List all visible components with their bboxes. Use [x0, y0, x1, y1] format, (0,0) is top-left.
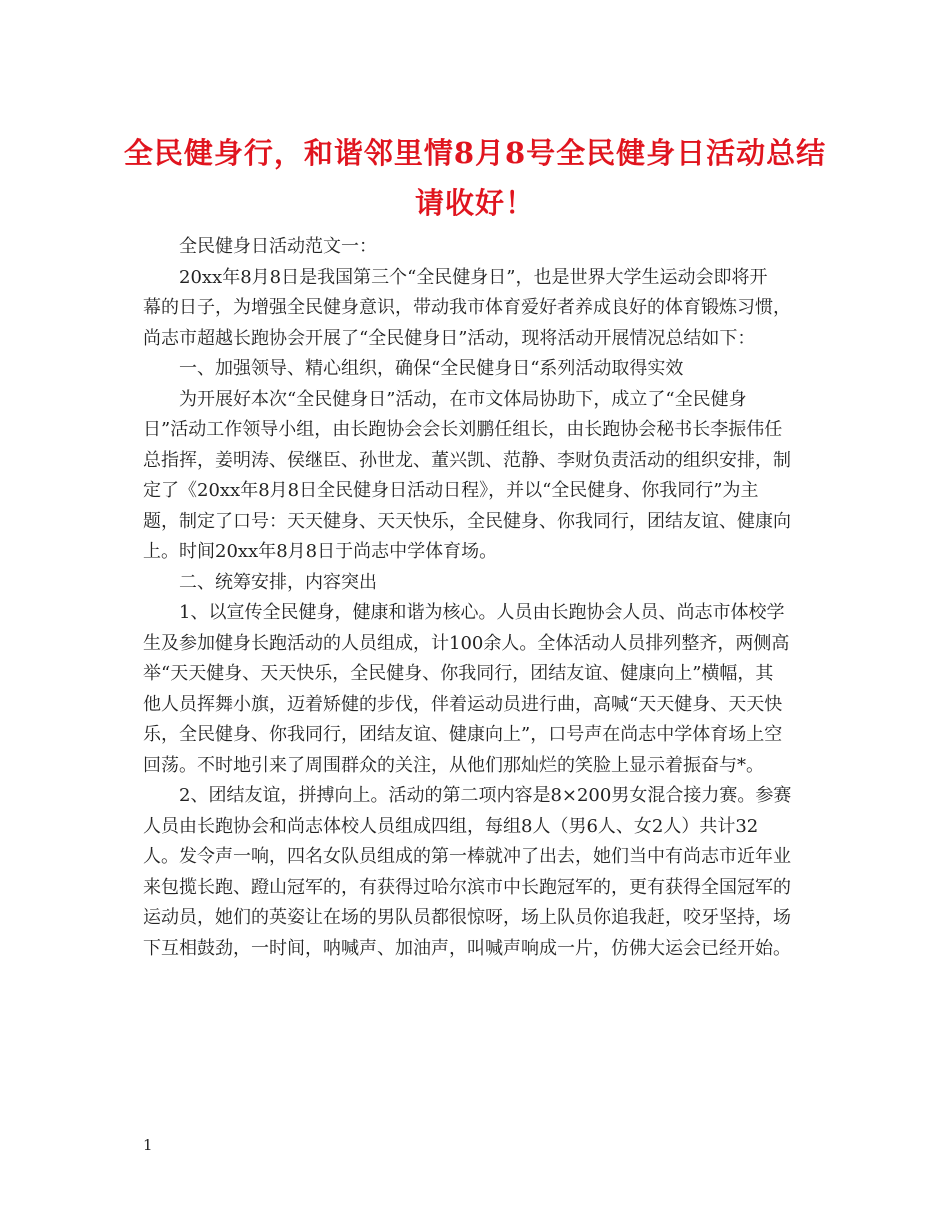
paragraph-line: 生及参加健身长跑活动的人员组成，计100余人。全体活动人员排列整齐，两侧高 — [143, 632, 790, 654]
title-line: 请收好！ — [414, 186, 535, 220]
paragraph-line: 一、加强领导、精心组织，确保“全民健身日“系列活动取得实效 — [179, 358, 684, 379]
paragraph-line: 日”活动工作领导小组，由长跑协会会长刘鹏任组长，由长跑协会秘书长李振伟任 — [143, 419, 783, 440]
paragraph-line: 人。发令声一响，四名女队员组成的第一棒就冲了出去，她们当中有尚志市近年业 — [143, 846, 791, 867]
document-body — [143, 232, 813, 964]
paragraph-line: 下互相鼓劲，一时间，呐喊声、加油声，叫喊声响成一片，仿佛大运会已经开始。 — [143, 937, 791, 959]
paragraph-line: 20xx年8月8日是我国第三个“全民健身日”，也是世界大学生运动会即将开 — [179, 266, 768, 288]
paragraph-line: 幕的日子，为增强全民健身意识，带动我市体育爱好者养成良好的体育锻炼习惯， — [143, 297, 791, 318]
paragraph-line: 定了《20xx年8月8日全民健身日活动日程》，并以“全民健身、你我同行”为主 — [143, 480, 759, 501]
paragraph-line: 人员由长跑协会和尚志体校人员组成四组，每组8人（男6人、女2人）共计32 — [143, 815, 759, 837]
paragraph-line: 总指挥，姜明涛、侯继臣、孙世龙、董兴凯、范静、李财负责活动的组织安排，制 — [143, 449, 791, 471]
paragraph-line: 二、统筹安排，内容突出 — [179, 571, 377, 593]
paragraph-line: 为开展好本次“全民健身日”活动，在市文体局协助下，成立了“全民健身 — [179, 388, 747, 410]
paragraph-line: 全民健身日活动范文一： — [179, 236, 377, 257]
document-title — [120, 128, 830, 228]
paragraph-line: 举“天天健身、天天快乐，全民健身、你我同行，团结友谊、健康向上”横幅，其 — [143, 663, 774, 684]
paragraph-line: 运动员，她们的英姿让在场的男队员都很惊呀，场上队员你追我赶，咬牙坚持，场 — [143, 907, 791, 928]
paragraph-line: 乐，全民健身、你我同行，团结友谊、健康向上”，口号声在尚志中学体育场上空 — [143, 724, 783, 745]
paragraph-line: 上。时间20xx年8月8日于尚志中学体育场。 — [143, 541, 498, 562]
title-line: 全民健身行，和谐邻里情8月8号全民健身日活动总结 — [123, 136, 827, 170]
paragraph-line: 题，制定了口号：天天健身、天天快乐，全民健身、你我同行，团结友谊、健康向 — [143, 510, 791, 532]
paragraph-line: 回荡。不时地引来了周围群众的关注，从他们那灿烂的笑脸上显示着振奋与*。 — [143, 754, 764, 776]
paragraph-line: 1、以宣传全民健身，健康和谐为核心。人员由长跑协会人员、尚志市体校学 — [179, 602, 785, 623]
paragraph-line: 尚志市超越长跑协会开展了“全民健身日”活动，现将活动开展情况总结如下： — [143, 327, 756, 349]
page-number: 1 — [143, 1136, 153, 1154]
paragraph-line: 来包揽长跑、蹬山冠军的，有获得过哈尔滨市中长跑冠军的，更有获得全国冠军的 — [143, 876, 791, 898]
paragraph-line: 他人员挥舞小旗，迈着矫健的步伐，伴着运动员进行曲，高喊“天天健身、天天快 — [143, 693, 783, 715]
paragraph-line: 2、团结友谊，拼搏向上。活动的第二项内容是8×200男女混合接力赛。参赛 — [179, 785, 792, 806]
